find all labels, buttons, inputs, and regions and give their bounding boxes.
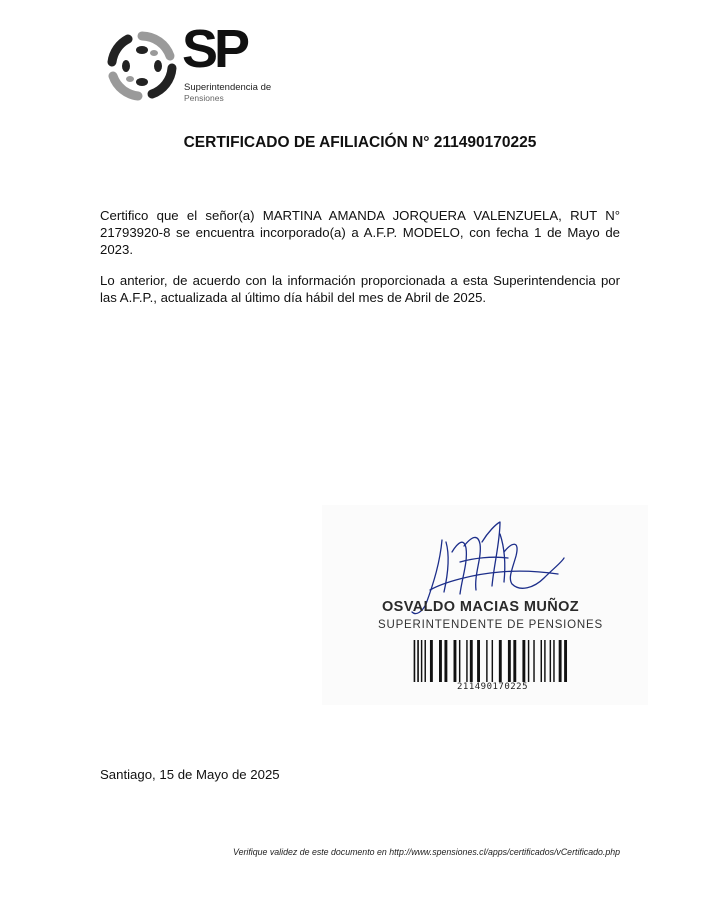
barcode-bar (470, 640, 473, 682)
barcode-bar (439, 640, 442, 682)
barcode-bar (454, 640, 457, 682)
certificate-title: CERTIFICADO DE AFILIACIÓN N° 211490170225 (183, 134, 537, 151)
barcode-bar (564, 640, 567, 682)
barcode-bar (444, 640, 447, 682)
logo-letters: SP (182, 19, 247, 79)
barcode-bar (499, 640, 502, 682)
signatory-role: SUPERINTENDENTE DE PENSIONES (378, 619, 603, 631)
barcode (410, 640, 575, 682)
barcode-bar (486, 640, 487, 682)
barcode-bar (513, 640, 516, 682)
barcode-bar (425, 640, 426, 682)
barcode-number: 211490170225 (456, 682, 529, 692)
barcode-bar (528, 640, 529, 682)
barcode-bar (414, 640, 416, 682)
logo-name-line2: Pensiones (184, 93, 224, 103)
issue-date: Santiago, 15 de Mayo de 2025 (100, 767, 280, 782)
barcode-bar (417, 640, 419, 682)
barcode-bar (522, 640, 525, 682)
barcode-bar (550, 640, 551, 682)
barcode-bar (541, 640, 542, 682)
barcode-bar (544, 640, 545, 682)
barcode-bar (492, 640, 493, 682)
barcode-bar (559, 640, 562, 682)
certificate-paragraph-2: Lo anterior, de acuerdo con la información proporcionada a esta Superintendencia por las A.F.P., actualizada al último día hábil del mes de Abril de 2025. (100, 273, 620, 305)
sp-logo (104, 19, 284, 106)
barcode-bar (421, 640, 422, 682)
verification-note: Verifique validez de este documento en http://www.spensiones.cl/apps/certificados/vCertificado.php (233, 847, 620, 857)
logo-name-line1: Superintendencia de (184, 82, 272, 93)
barcode-bar (477, 640, 480, 682)
barcode-bar (508, 640, 511, 682)
hands-emblem-icon (104, 28, 180, 104)
signatory-name: OSVALDO MACIAS MUÑOZ (382, 599, 580, 615)
barcode-bar (430, 640, 433, 682)
certificate-paragraph-1: Certifico que el señor(a) MARTINA AMANDA JORQUERA VALENZUELA, RUT N° 21793920-8 se encuentra incorporado(a) a A.F.P. MODELO, con fecha 1 de Mayo de 2023. (100, 208, 620, 257)
barcode-bar (533, 640, 534, 682)
barcode-bar (553, 640, 554, 682)
barcode-bar (466, 640, 467, 682)
barcode-bar (459, 640, 460, 682)
